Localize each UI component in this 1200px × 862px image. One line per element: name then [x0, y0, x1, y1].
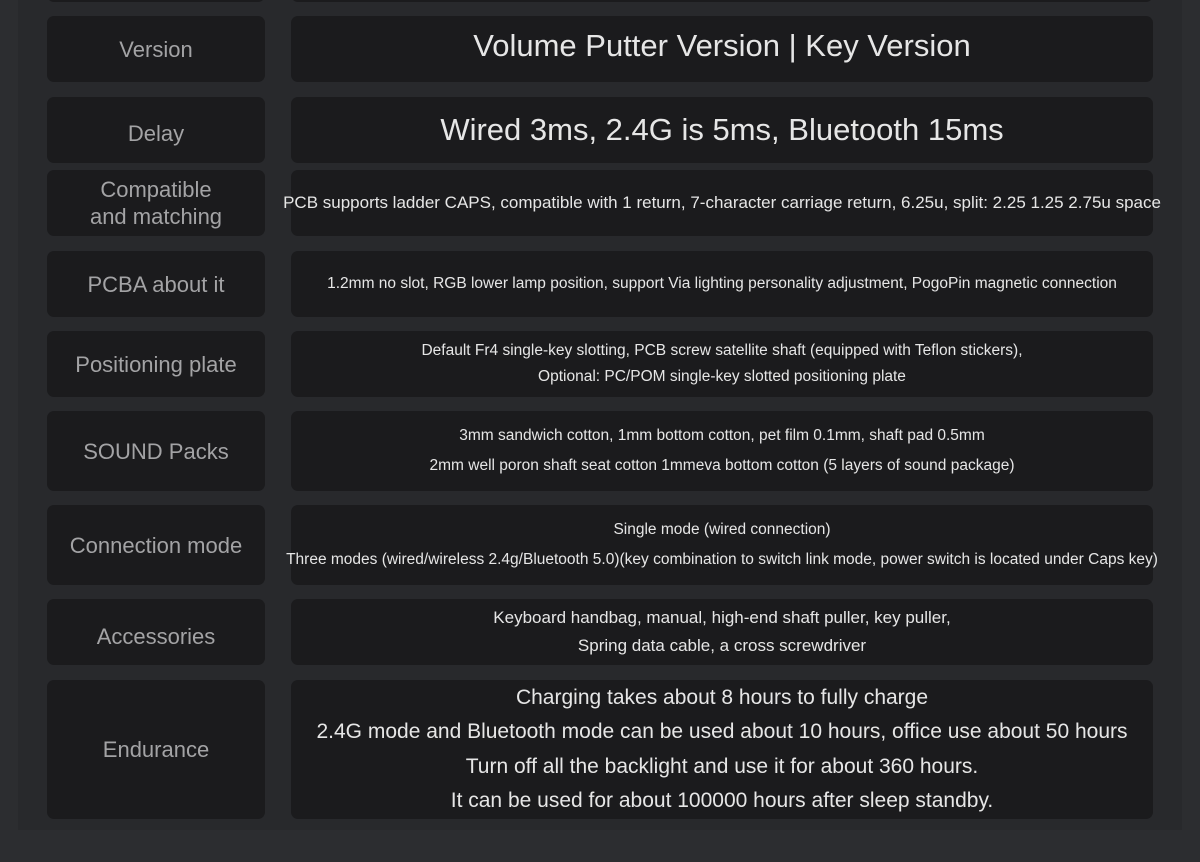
label-version [47, 16, 265, 82]
label-sound-packs [47, 411, 265, 491]
previous-value-cell [291, 0, 1153, 2]
label-connection-mode-text: Connection mode [69, 532, 243, 558]
value-endurance-line-3: Turn off all the backlight and use it for about 360 hours. [465, 754, 979, 778]
value-pcba-line-1: 1.2mm no slot, RGB lower lamp position, support Via lighting personality adjustment, PogoPin magnetic connection [327, 275, 1117, 292]
label-positioning-plate [47, 331, 265, 397]
value-positioning-plate [291, 331, 1153, 397]
value-positioning-plate-line-2: Optional: PC/POM single-key slotted positioning plate [538, 368, 906, 385]
label-endurance-text: Endurance [102, 737, 210, 762]
label-connection-mode [47, 505, 265, 585]
value-delay [291, 97, 1153, 163]
value-version-line-1: Volume Putter Version | Key Version [473, 28, 971, 63]
value-connection-mode-line-2: Three modes (wired/wireless 2.4g/Bluetooth 5.0)(key combination to switch link mode, power switch is located under Caps key) [286, 551, 1158, 568]
label-accessories-text: Accessories [96, 623, 216, 649]
label-delay [47, 97, 265, 163]
label-compatible [47, 170, 265, 236]
value-connection-mode-line-1: Single mode (wired connection) [613, 521, 831, 538]
value-endurance-line-1: Charging takes about 8 hours to fully charge [515, 685, 929, 709]
label-positioning-plate-text: Positioning plate [75, 351, 237, 377]
value-compatible-line-1: PCB supports ladder CAPS, compatible with 1 return, 7-character carriage return, 6.25u, split: 2.25 1.25 2.75u space [283, 193, 1161, 212]
value-sound-packs-line-2: 2mm well poron shaft seat cotton 1mmeva bottom cotton (5 layers of sound package) [429, 457, 1015, 474]
value-accessories [291, 599, 1153, 665]
label-version-text: Version [119, 36, 193, 62]
label-accessories [47, 599, 265, 665]
label-pcba [47, 251, 265, 317]
label-pcba-text: PCBA about it [87, 271, 225, 297]
value-delay-line-1: Wired 3ms, 2.4G is 5ms, Bluetooth 15ms [440, 112, 1004, 147]
value-connection-mode [286, 505, 1158, 585]
value-endurance [291, 680, 1153, 819]
value-accessories-line-1: Keyboard handbag, manual, high-end shaft puller, key puller, [493, 608, 951, 627]
value-pcba [291, 251, 1153, 317]
previous-label-cell [47, 0, 265, 2]
value-endurance-line-4: It can be used for about 100000 hours after sleep standby. [450, 789, 994, 812]
value-positioning-plate-line-1: Default Fr4 single-key slotting, PCB screw satellite shaft (equipped with Teflon stickers), [421, 342, 1023, 359]
value-endurance-line-2: 2.4G mode and Bluetooth mode can be used about 10 hours, office use about 50 hours [316, 720, 1128, 743]
label-delay-text: Delay [127, 120, 185, 146]
value-sound-packs [291, 411, 1153, 491]
value-compatible [283, 170, 1161, 236]
label-compatible-line-1: Compatible [100, 177, 212, 202]
label-compatible-line-2: and matching [89, 204, 223, 229]
value-sound-packs-line-1: 3mm sandwich cotton, 1mm bottom cotton, pet film 0.1mm, shaft pad 0.5mm [459, 427, 985, 444]
label-sound-packs-text: SOUND Packs [83, 438, 229, 464]
value-accessories-line-2: Spring data cable, a cross screwdriver [577, 636, 867, 655]
value-version [291, 16, 1153, 82]
label-endurance [47, 680, 265, 819]
